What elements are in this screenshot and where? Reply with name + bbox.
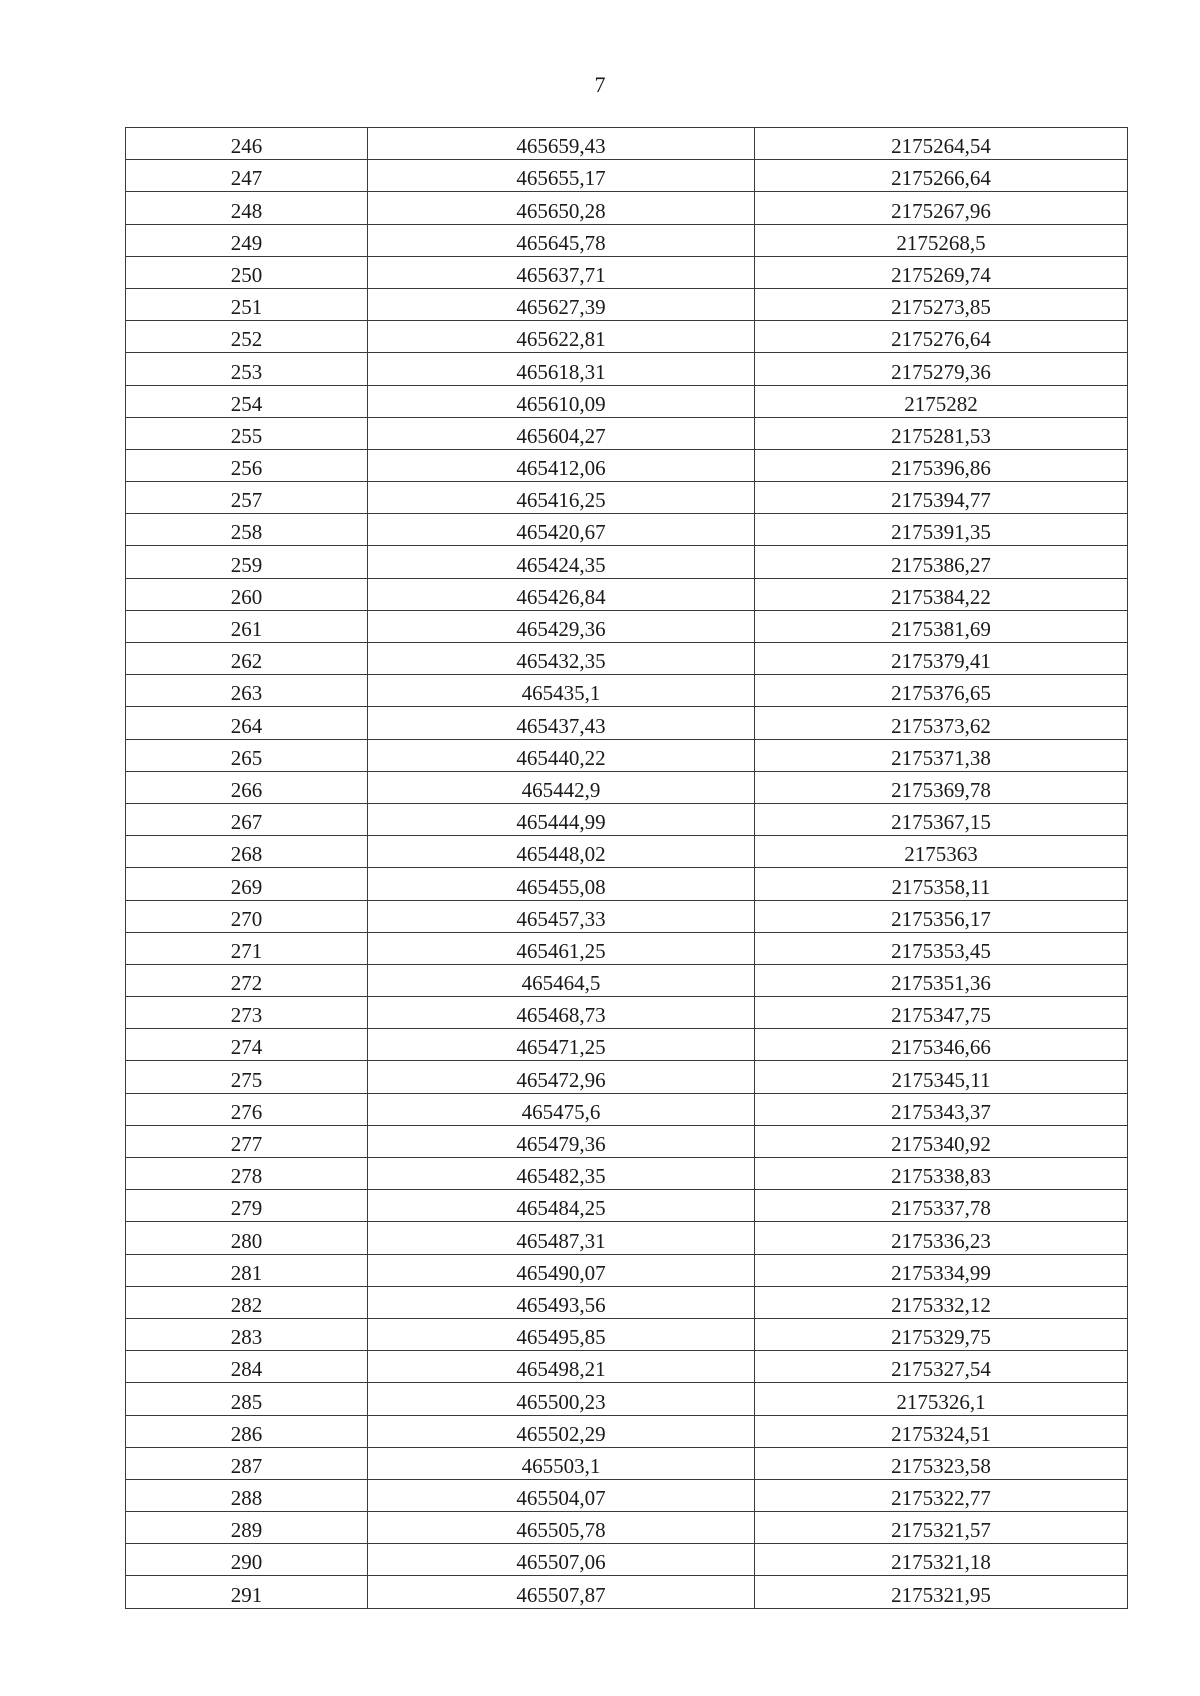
y-coordinate-cell: 2175381,69: [755, 610, 1128, 642]
point-number-cell: 286: [126, 1415, 368, 1447]
point-number-cell: 280: [126, 1222, 368, 1254]
x-coordinate-cell: 465437,43: [368, 707, 755, 739]
y-coordinate-cell: 2175323,58: [755, 1447, 1128, 1479]
point-number-cell: 258: [126, 514, 368, 546]
table-row: [126, 997, 1128, 1029]
y-coordinate-cell: 2175281,53: [755, 417, 1128, 449]
y-coordinate-cell: 2175321,57: [755, 1512, 1128, 1544]
coordinates-table: [125, 127, 1128, 1609]
point-number-cell: 246: [126, 128, 368, 160]
y-coordinate-cell: 2175391,35: [755, 514, 1128, 546]
x-coordinate-cell: 465504,07: [368, 1479, 755, 1511]
y-coordinate-cell: 2175369,78: [755, 771, 1128, 803]
y-coordinate-cell: 2175264,54: [755, 128, 1128, 160]
x-coordinate-cell: 465471,25: [368, 1029, 755, 1061]
point-number-cell: 261: [126, 610, 368, 642]
y-coordinate-cell: 2175345,11: [755, 1061, 1128, 1093]
x-coordinate-cell: 465487,31: [368, 1222, 755, 1254]
y-coordinate-cell: 2175367,15: [755, 803, 1128, 835]
point-number-cell: 264: [126, 707, 368, 739]
point-number-cell: 278: [126, 1158, 368, 1190]
point-number-cell: 254: [126, 385, 368, 417]
table-row: [126, 160, 1128, 192]
point-number-cell: 267: [126, 803, 368, 835]
point-number-cell: 282: [126, 1286, 368, 1318]
table-row: [126, 1061, 1128, 1093]
y-coordinate-cell: 2175266,64: [755, 160, 1128, 192]
table-row: [126, 1318, 1128, 1350]
x-coordinate-cell: 465472,96: [368, 1061, 755, 1093]
point-number-cell: 252: [126, 321, 368, 353]
point-number-cell: 250: [126, 256, 368, 288]
x-coordinate-cell: 465424,35: [368, 546, 755, 578]
point-number-cell: 259: [126, 546, 368, 578]
point-number-cell: 285: [126, 1383, 368, 1415]
x-coordinate-cell: 465420,67: [368, 514, 755, 546]
table-row: [126, 1190, 1128, 1222]
table-row: [126, 1125, 1128, 1157]
x-coordinate-cell: 465604,27: [368, 417, 755, 449]
y-coordinate-cell: 2175332,12: [755, 1286, 1128, 1318]
table-row: [126, 1383, 1128, 1415]
table-row: [126, 1544, 1128, 1576]
x-coordinate-cell: 465645,78: [368, 224, 755, 256]
y-coordinate-cell: 2175282: [755, 385, 1128, 417]
x-coordinate-cell: 465429,36: [368, 610, 755, 642]
x-coordinate-cell: 465442,9: [368, 771, 755, 803]
y-coordinate-cell: 2175321,95: [755, 1576, 1128, 1608]
table-row: [126, 932, 1128, 964]
table-row: [126, 321, 1128, 353]
x-coordinate-cell: 465435,1: [368, 675, 755, 707]
y-coordinate-cell: 2175347,75: [755, 997, 1128, 1029]
point-number-cell: 248: [126, 192, 368, 224]
x-coordinate-cell: 465412,06: [368, 449, 755, 481]
point-number-cell: 276: [126, 1093, 368, 1125]
table-row: [126, 900, 1128, 932]
y-coordinate-cell: 2175336,23: [755, 1222, 1128, 1254]
point-number-cell: 290: [126, 1544, 368, 1576]
x-coordinate-cell: 465495,85: [368, 1318, 755, 1350]
table-row: [126, 964, 1128, 996]
y-coordinate-cell: 2175327,54: [755, 1351, 1128, 1383]
table-row: [126, 1479, 1128, 1511]
y-coordinate-cell: 2175338,83: [755, 1158, 1128, 1190]
x-coordinate-cell: 465484,25: [368, 1190, 755, 1222]
y-coordinate-cell: 2175353,45: [755, 932, 1128, 964]
x-coordinate-cell: 465475,6: [368, 1093, 755, 1125]
table-row: [126, 1415, 1128, 1447]
y-coordinate-cell: 2175351,36: [755, 964, 1128, 996]
table-row: [126, 868, 1128, 900]
y-coordinate-cell: 2175343,37: [755, 1093, 1128, 1125]
y-coordinate-cell: 2175326,1: [755, 1383, 1128, 1415]
x-coordinate-cell: 465507,06: [368, 1544, 755, 1576]
coordinates-table-body: [126, 128, 1128, 1609]
x-coordinate-cell: 465659,43: [368, 128, 755, 160]
point-number-cell: 272: [126, 964, 368, 996]
x-coordinate-cell: 465448,02: [368, 836, 755, 868]
y-coordinate-cell: 2175321,18: [755, 1544, 1128, 1576]
point-number-cell: 260: [126, 578, 368, 610]
table-row: [126, 1351, 1128, 1383]
x-coordinate-cell: 465618,31: [368, 353, 755, 385]
point-number-cell: 253: [126, 353, 368, 385]
table-row: [126, 707, 1128, 739]
point-number-cell: 281: [126, 1254, 368, 1286]
x-coordinate-cell: 465482,35: [368, 1158, 755, 1190]
table-row: [126, 771, 1128, 803]
table-row: [126, 224, 1128, 256]
y-coordinate-cell: 2175356,17: [755, 900, 1128, 932]
y-coordinate-cell: 2175376,65: [755, 675, 1128, 707]
x-coordinate-cell: 465455,08: [368, 868, 755, 900]
table-row: [126, 1222, 1128, 1254]
y-coordinate-cell: 2175386,27: [755, 546, 1128, 578]
y-coordinate-cell: 2175324,51: [755, 1415, 1128, 1447]
x-coordinate-cell: 465610,09: [368, 385, 755, 417]
x-coordinate-cell: 465622,81: [368, 321, 755, 353]
table-row: [126, 675, 1128, 707]
x-coordinate-cell: 465500,23: [368, 1383, 755, 1415]
point-number-cell: 269: [126, 868, 368, 900]
table-row: [126, 1029, 1128, 1061]
point-number-cell: 262: [126, 643, 368, 675]
y-coordinate-cell: 2175273,85: [755, 288, 1128, 320]
y-coordinate-cell: 2175394,77: [755, 482, 1128, 514]
x-coordinate-cell: 465650,28: [368, 192, 755, 224]
x-coordinate-cell: 465498,21: [368, 1351, 755, 1383]
x-coordinate-cell: 465416,25: [368, 482, 755, 514]
point-number-cell: 289: [126, 1512, 368, 1544]
y-coordinate-cell: 2175346,66: [755, 1029, 1128, 1061]
table-row: [126, 643, 1128, 675]
table-row: [126, 449, 1128, 481]
table-row: [126, 514, 1128, 546]
table-row: [126, 836, 1128, 868]
point-number-cell: 284: [126, 1351, 368, 1383]
point-number-cell: 288: [126, 1479, 368, 1511]
table-row: [126, 385, 1128, 417]
x-coordinate-cell: 465432,35: [368, 643, 755, 675]
x-coordinate-cell: 465493,56: [368, 1286, 755, 1318]
y-coordinate-cell: 2175396,86: [755, 449, 1128, 481]
table-row: [126, 803, 1128, 835]
table-row: [126, 1447, 1128, 1479]
x-coordinate-cell: 465426,84: [368, 578, 755, 610]
x-coordinate-cell: 465655,17: [368, 160, 755, 192]
x-coordinate-cell: 465507,87: [368, 1576, 755, 1608]
x-coordinate-cell: 465440,22: [368, 739, 755, 771]
x-coordinate-cell: 465637,71: [368, 256, 755, 288]
y-coordinate-cell: 2175334,99: [755, 1254, 1128, 1286]
y-coordinate-cell: 2175269,74: [755, 256, 1128, 288]
table-row: [126, 1093, 1128, 1125]
x-coordinate-cell: 465505,78: [368, 1512, 755, 1544]
table-row: [126, 417, 1128, 449]
table-row: [126, 1286, 1128, 1318]
x-coordinate-cell: 465444,99: [368, 803, 755, 835]
x-coordinate-cell: 465464,5: [368, 964, 755, 996]
table-row: [126, 256, 1128, 288]
y-coordinate-cell: 2175358,11: [755, 868, 1128, 900]
x-coordinate-cell: 465461,25: [368, 932, 755, 964]
x-coordinate-cell: 465490,07: [368, 1254, 755, 1286]
table-row: [126, 353, 1128, 385]
y-coordinate-cell: 2175373,62: [755, 707, 1128, 739]
point-number-cell: 279: [126, 1190, 368, 1222]
y-coordinate-cell: 2175267,96: [755, 192, 1128, 224]
y-coordinate-cell: 2175276,64: [755, 321, 1128, 353]
point-number-cell: 270: [126, 900, 368, 932]
y-coordinate-cell: 2175384,22: [755, 578, 1128, 610]
point-number-cell: 263: [126, 675, 368, 707]
table-row: [126, 192, 1128, 224]
point-number-cell: 283: [126, 1318, 368, 1350]
point-number-cell: 251: [126, 288, 368, 320]
x-coordinate-cell: 465468,73: [368, 997, 755, 1029]
table-row: [126, 1512, 1128, 1544]
x-coordinate-cell: 465503,1: [368, 1447, 755, 1479]
table-row: [126, 546, 1128, 578]
point-number-cell: 257: [126, 482, 368, 514]
y-coordinate-cell: 2175340,92: [755, 1125, 1128, 1157]
table-row: [126, 128, 1128, 160]
point-number-cell: 249: [126, 224, 368, 256]
y-coordinate-cell: 2175371,38: [755, 739, 1128, 771]
point-number-cell: 273: [126, 997, 368, 1029]
point-number-cell: 271: [126, 932, 368, 964]
table-row: [126, 610, 1128, 642]
point-number-cell: 291: [126, 1576, 368, 1608]
point-number-cell: 255: [126, 417, 368, 449]
y-coordinate-cell: 2175279,36: [755, 353, 1128, 385]
point-number-cell: 277: [126, 1125, 368, 1157]
table-row: [126, 739, 1128, 771]
point-number-cell: 247: [126, 160, 368, 192]
y-coordinate-cell: 2175363: [755, 836, 1128, 868]
x-coordinate-cell: 465479,36: [368, 1125, 755, 1157]
table-row: [126, 1576, 1128, 1608]
table-row: [126, 1158, 1128, 1190]
table-row: [126, 482, 1128, 514]
y-coordinate-cell: 2175268,5: [755, 224, 1128, 256]
point-number-cell: 275: [126, 1061, 368, 1093]
table-row: [126, 288, 1128, 320]
table-row: [126, 578, 1128, 610]
point-number-cell: 256: [126, 449, 368, 481]
x-coordinate-cell: 465457,33: [368, 900, 755, 932]
point-number-cell: 266: [126, 771, 368, 803]
point-number-cell: 287: [126, 1447, 368, 1479]
x-coordinate-cell: 465502,29: [368, 1415, 755, 1447]
y-coordinate-cell: 2175337,78: [755, 1190, 1128, 1222]
y-coordinate-cell: 2175322,77: [755, 1479, 1128, 1511]
table-row: [126, 1254, 1128, 1286]
page-number: 7: [594, 72, 606, 97]
y-coordinate-cell: 2175329,75: [755, 1318, 1128, 1350]
y-coordinate-cell: 2175379,41: [755, 643, 1128, 675]
point-number-cell: 265: [126, 739, 368, 771]
x-coordinate-cell: 465627,39: [368, 288, 755, 320]
point-number-cell: 268: [126, 836, 368, 868]
point-number-cell: 274: [126, 1029, 368, 1061]
